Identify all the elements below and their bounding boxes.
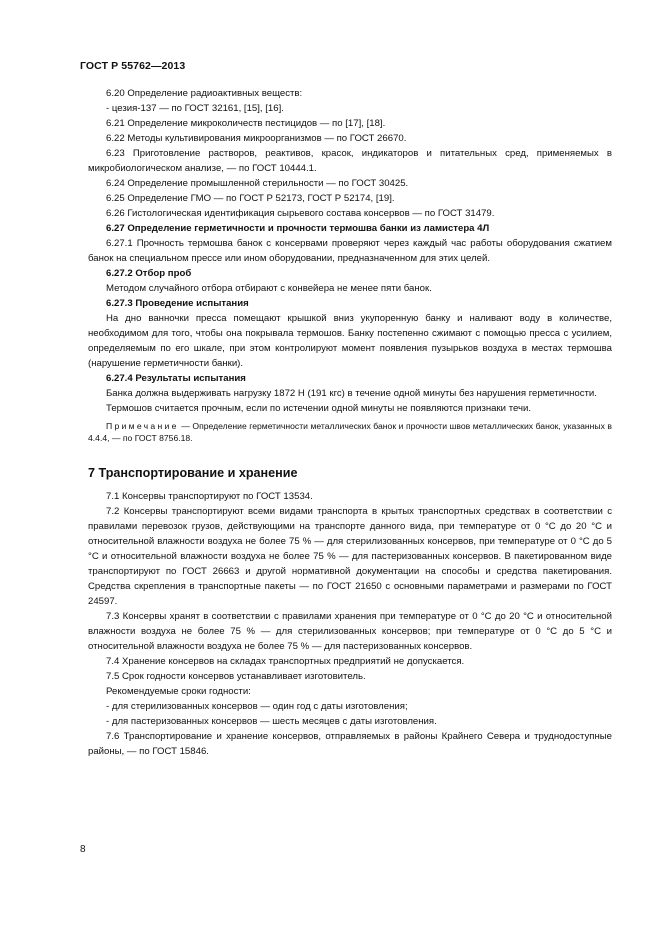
heading-6-27-2: 6.27.2 Отбор проб [106, 268, 192, 279]
paragraph-6-20: 6.20 Определение радиоактивных веществ: [106, 88, 303, 99]
paragraph-7-3: 7.3 Консервы хранят в соответствии с правилами хранения при температуре от 0 °С до 20 °С и относительной влажности воздуха не более 75 % — для стерилизованных консервов; при температуре от 0 °С до 5 °С и относительной влажности воздуха не более 75 % — для пастеризованных консервов. [88, 611, 612, 652]
heading-6-27: 6.27 Определение герметичности и прочности термошва банки из ламистера 4Л [106, 223, 490, 234]
paragraph-6-26: 6.26 Гистологическая идентификация сырьевого состава консервов — по ГОСТ 31479. [106, 208, 495, 219]
heading-6-27-4: 6.27.4 Результаты испытания [106, 373, 246, 384]
paragraph-6-21: 6.21 Определение микроколичеств пестицидов — по [17], [18]. [106, 118, 386, 129]
note-label: Примечание [106, 421, 179, 431]
paragraph-6-23: 6.23 Приготовление растворов, реактивов, красок, индикаторов и питательных сред, применяемых в микробиологическом анализе, — по ГОСТ 10444.1. [88, 148, 612, 174]
paragraph-6-25: 6.25 Определение ГМО — по ГОСТ Р 52173, ГОСТ Р 52174, [19]. [106, 193, 395, 204]
heading-6-27-3: 6.27.3 Проведение испытания [106, 298, 249, 309]
paragraph-test-criterion: Термошов считается прочным, если по истечении одной минуты не появляются признаки течи. [106, 403, 532, 414]
paragraph-test-procedure: На дно ванночки пресса помещают крышкой вниз укупоренную банку и наливают воду в количестве, необходимом для того, чтобы она покрывала термошов. Банку постепенно сжимают с помощью пресса с усилием, определяемым по его шкале, при этом контролируют момент появления пузырьков воздуха в местах термошва (нарушение герметичности банки). [88, 313, 612, 369]
list-item-cesium: - цезия-137 — по ГОСТ 32161, [15], [16]. [106, 103, 284, 114]
paragraph-6-24: 6.24 Определение промышленной стерильности — по ГОСТ 30425. [106, 178, 409, 189]
list-item-pasteurized: - для пастеризованных консервов — шесть месяцев с даты изготовления. [106, 716, 437, 727]
paragraph-test-load: Банка должна выдерживать нагрузку 1872 Н (191 кгс) в течение одной минуты без нарушения герметичности. [106, 388, 597, 399]
paragraph-7-5: 7.5 Срок годности консервов устанавливает изготовитель. [106, 671, 366, 682]
document-header: ГОСТ Р 55762—2013 [80, 60, 186, 72]
document-body [88, 86, 612, 759]
paragraph-7-6: 7.6 Транспортирование и хранение консервов, отправляемых в районы Крайнего Севера и труднодоступные районы, — по ГОСТ 15846. [88, 731, 612, 757]
section-7-title: 7 Транспортирование и хранение [88, 466, 298, 480]
paragraph-6-27-1: 6.27.1 Прочность термошва банок с консервами проверяют через каждый час работы оборудования сжатием банок на специальном прессе или ином оборудовании, предназначенном для этих целей. [88, 238, 612, 264]
paragraph-7-2: 7.2 Консервы транспортируют всеми видами транспорта в крытых транспортных средствах в соответствии с правилами перевозок грузов, действующими на транспорте данного вида, при температуре от 0 °С до 20 °С и относительной влажности воздуха не более 75 % — для стерилизованных консервов, при температуре от 0 °С до 5 °С и относительной влажности воздуха не более 75 % — для пастеризованных консервов. В пакетированном виде транспортируют по ГОСТ 26663 и другой нормативной документации на способы и средства пакетирования. Средства скрепления в транспортные пакеты — по ГОСТ 21650 с основными параметрами и размерами по ГОСТ 24597. [88, 506, 612, 607]
page-number: 8 [80, 844, 86, 855]
note-text: — Определение герметичности металлических банок и прочности швов металлических банок, указанных в 4.4.4, — по ГОСТ 8756.18. [88, 421, 612, 443]
paragraph-6-22: 6.22 Методы культивирования микроорганизмов — по ГОСТ 26670. [106, 133, 407, 144]
list-item-sterilized: - для стерилизованных консервов — один год с даты изготовления; [106, 701, 408, 712]
paragraph-7-1: 7.1 Консервы транспортируют по ГОСТ 13534. [106, 491, 313, 502]
note [88, 420, 612, 444]
paragraph-7-4: 7.4 Хранение консервов на складах транспортных предприятий не допускается. [106, 656, 465, 667]
paragraph-shelf-life-intro: Рекомендуемые сроки годности: [106, 686, 251, 697]
paragraph-sampling: Методом случайного отбора отбирают с конвейера не менее пяти банок. [106, 283, 432, 294]
